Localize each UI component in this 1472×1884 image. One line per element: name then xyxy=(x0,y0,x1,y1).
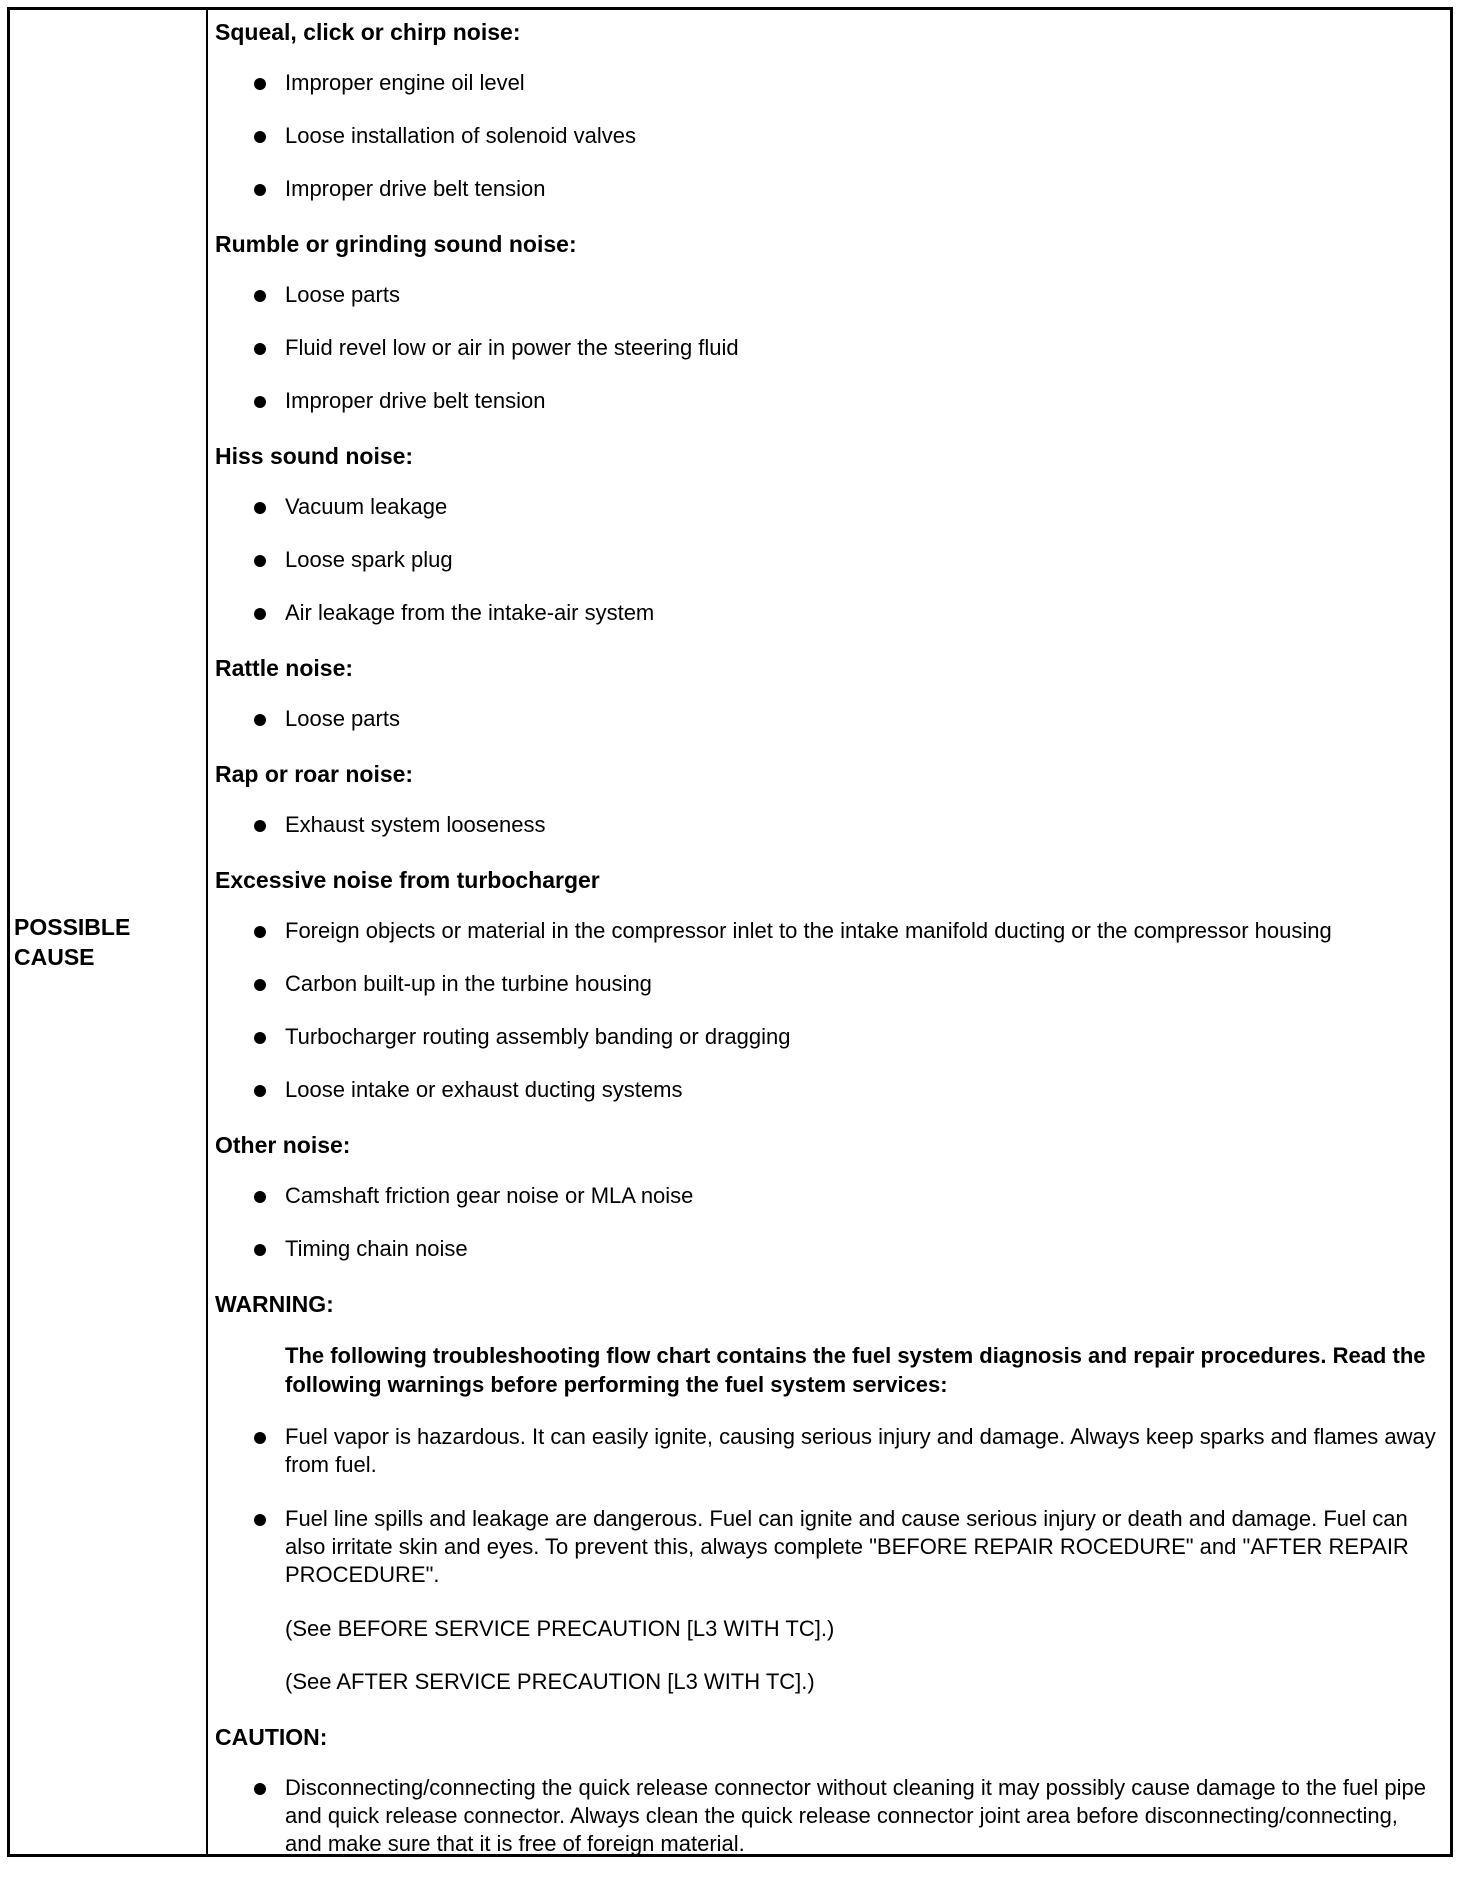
bullet-icon xyxy=(254,78,266,90)
warning-intro: The following troubleshooting flow chart contains the fuel system diagnosis and repair procedures. Read the following warnings before performing the fuel system services: xyxy=(285,1343,1426,1397)
list-item: Timing chain noise xyxy=(215,1235,1440,1263)
bullet-icon xyxy=(254,1783,266,1795)
bullet-icon xyxy=(254,714,266,726)
bullet-icon xyxy=(254,396,266,408)
caution-heading: CAUTION: xyxy=(215,1724,328,1750)
caution-item: Disconnecting/connecting the quick release connector without cleaning it may possibly cause damage to the fuel pipe and quick release connector. Always clean the quick release connector joint area before disconnecting/connecting, and make sure that it is free of foreign material. xyxy=(215,1774,1440,1858)
list-item: Improper drive belt tension xyxy=(215,175,1440,203)
section-heading: Excessive noise from turbocharger xyxy=(215,867,600,893)
list-item: Loose parts xyxy=(215,705,1440,733)
section-heading: Other noise: xyxy=(215,1132,351,1158)
cause-content xyxy=(215,16,1440,1884)
bullet-icon xyxy=(254,555,266,567)
bullet-icon xyxy=(254,1085,266,1097)
section-heading: Rattle noise: xyxy=(215,655,354,681)
bullet-icon xyxy=(254,608,266,620)
warning-heading: WARNING: xyxy=(215,1291,334,1317)
bullet-icon xyxy=(254,184,266,196)
bullet-icon xyxy=(254,1032,266,1044)
section-heading: Squeal, click or chirp noise: xyxy=(215,19,521,45)
list-item: Loose spark plug xyxy=(215,546,1440,574)
list-item: Fluid revel low or air in power the steering fluid xyxy=(215,334,1440,362)
list-item: Turbocharger routing assembly banding or dragging xyxy=(215,1023,1440,1051)
section-heading: Hiss sound noise: xyxy=(215,443,414,469)
list-item: Carbon built-up in the turbine housing xyxy=(215,970,1440,998)
bullet-icon xyxy=(254,820,266,832)
list-item: Air leakage from the intake-air system xyxy=(215,599,1440,627)
bullet-icon xyxy=(254,1432,266,1444)
section-heading: Rap or roar noise: xyxy=(215,761,414,787)
list-item: Loose intake or exhaust ducting systems xyxy=(215,1076,1440,1104)
bullet-icon xyxy=(254,502,266,514)
column-divider xyxy=(206,10,208,1854)
bullet-icon xyxy=(254,343,266,355)
list-item: Vacuum leakage xyxy=(215,493,1440,521)
bullet-icon xyxy=(254,1244,266,1256)
see-after-reference: (See AFTER SERVICE PRECAUTION [L3 WITH TC].) xyxy=(285,1669,815,1694)
warning-item: Fuel line spills and leakage are dangerous. Fuel can ignite and cause serious injury or death and damage. Fuel can also irritate skin and eyes. To prevent this, always complete "BEFORE REPAIR ROCEDURE" and "AFTER REPAIR PROCEDURE". xyxy=(215,1505,1440,1589)
bullet-icon xyxy=(254,290,266,302)
list-item: Exhaust system looseness xyxy=(215,811,1440,839)
list-item: Improper engine oil level xyxy=(215,69,1440,97)
cause-table xyxy=(7,7,1453,1857)
list-item: Loose parts xyxy=(215,281,1440,309)
row-label: POSSIBLE CAUSE xyxy=(14,914,131,970)
see-before-reference: (See BEFORE SERVICE PRECAUTION [L3 WITH TC].) xyxy=(285,1616,835,1641)
list-item: Camshaft friction gear noise or MLA noise xyxy=(215,1182,1440,1210)
list-item: Improper drive belt tension xyxy=(215,387,1440,415)
bullet-icon xyxy=(254,926,266,938)
list-item: Loose installation of solenoid valves xyxy=(215,122,1440,150)
section-heading: Rumble or grinding sound noise: xyxy=(215,231,577,257)
warning-item: Fuel vapor is hazardous. It can easily ignite, causing serious injury and damage. Always keep sparks and flames away from fuel. xyxy=(215,1423,1440,1479)
bullet-icon xyxy=(254,979,266,991)
bullet-icon xyxy=(254,1191,266,1203)
list-item: Foreign objects or material in the compressor inlet to the intake manifold ducting or the compressor housing xyxy=(215,917,1440,945)
bullet-icon xyxy=(254,1514,266,1526)
bullet-icon xyxy=(254,131,266,143)
